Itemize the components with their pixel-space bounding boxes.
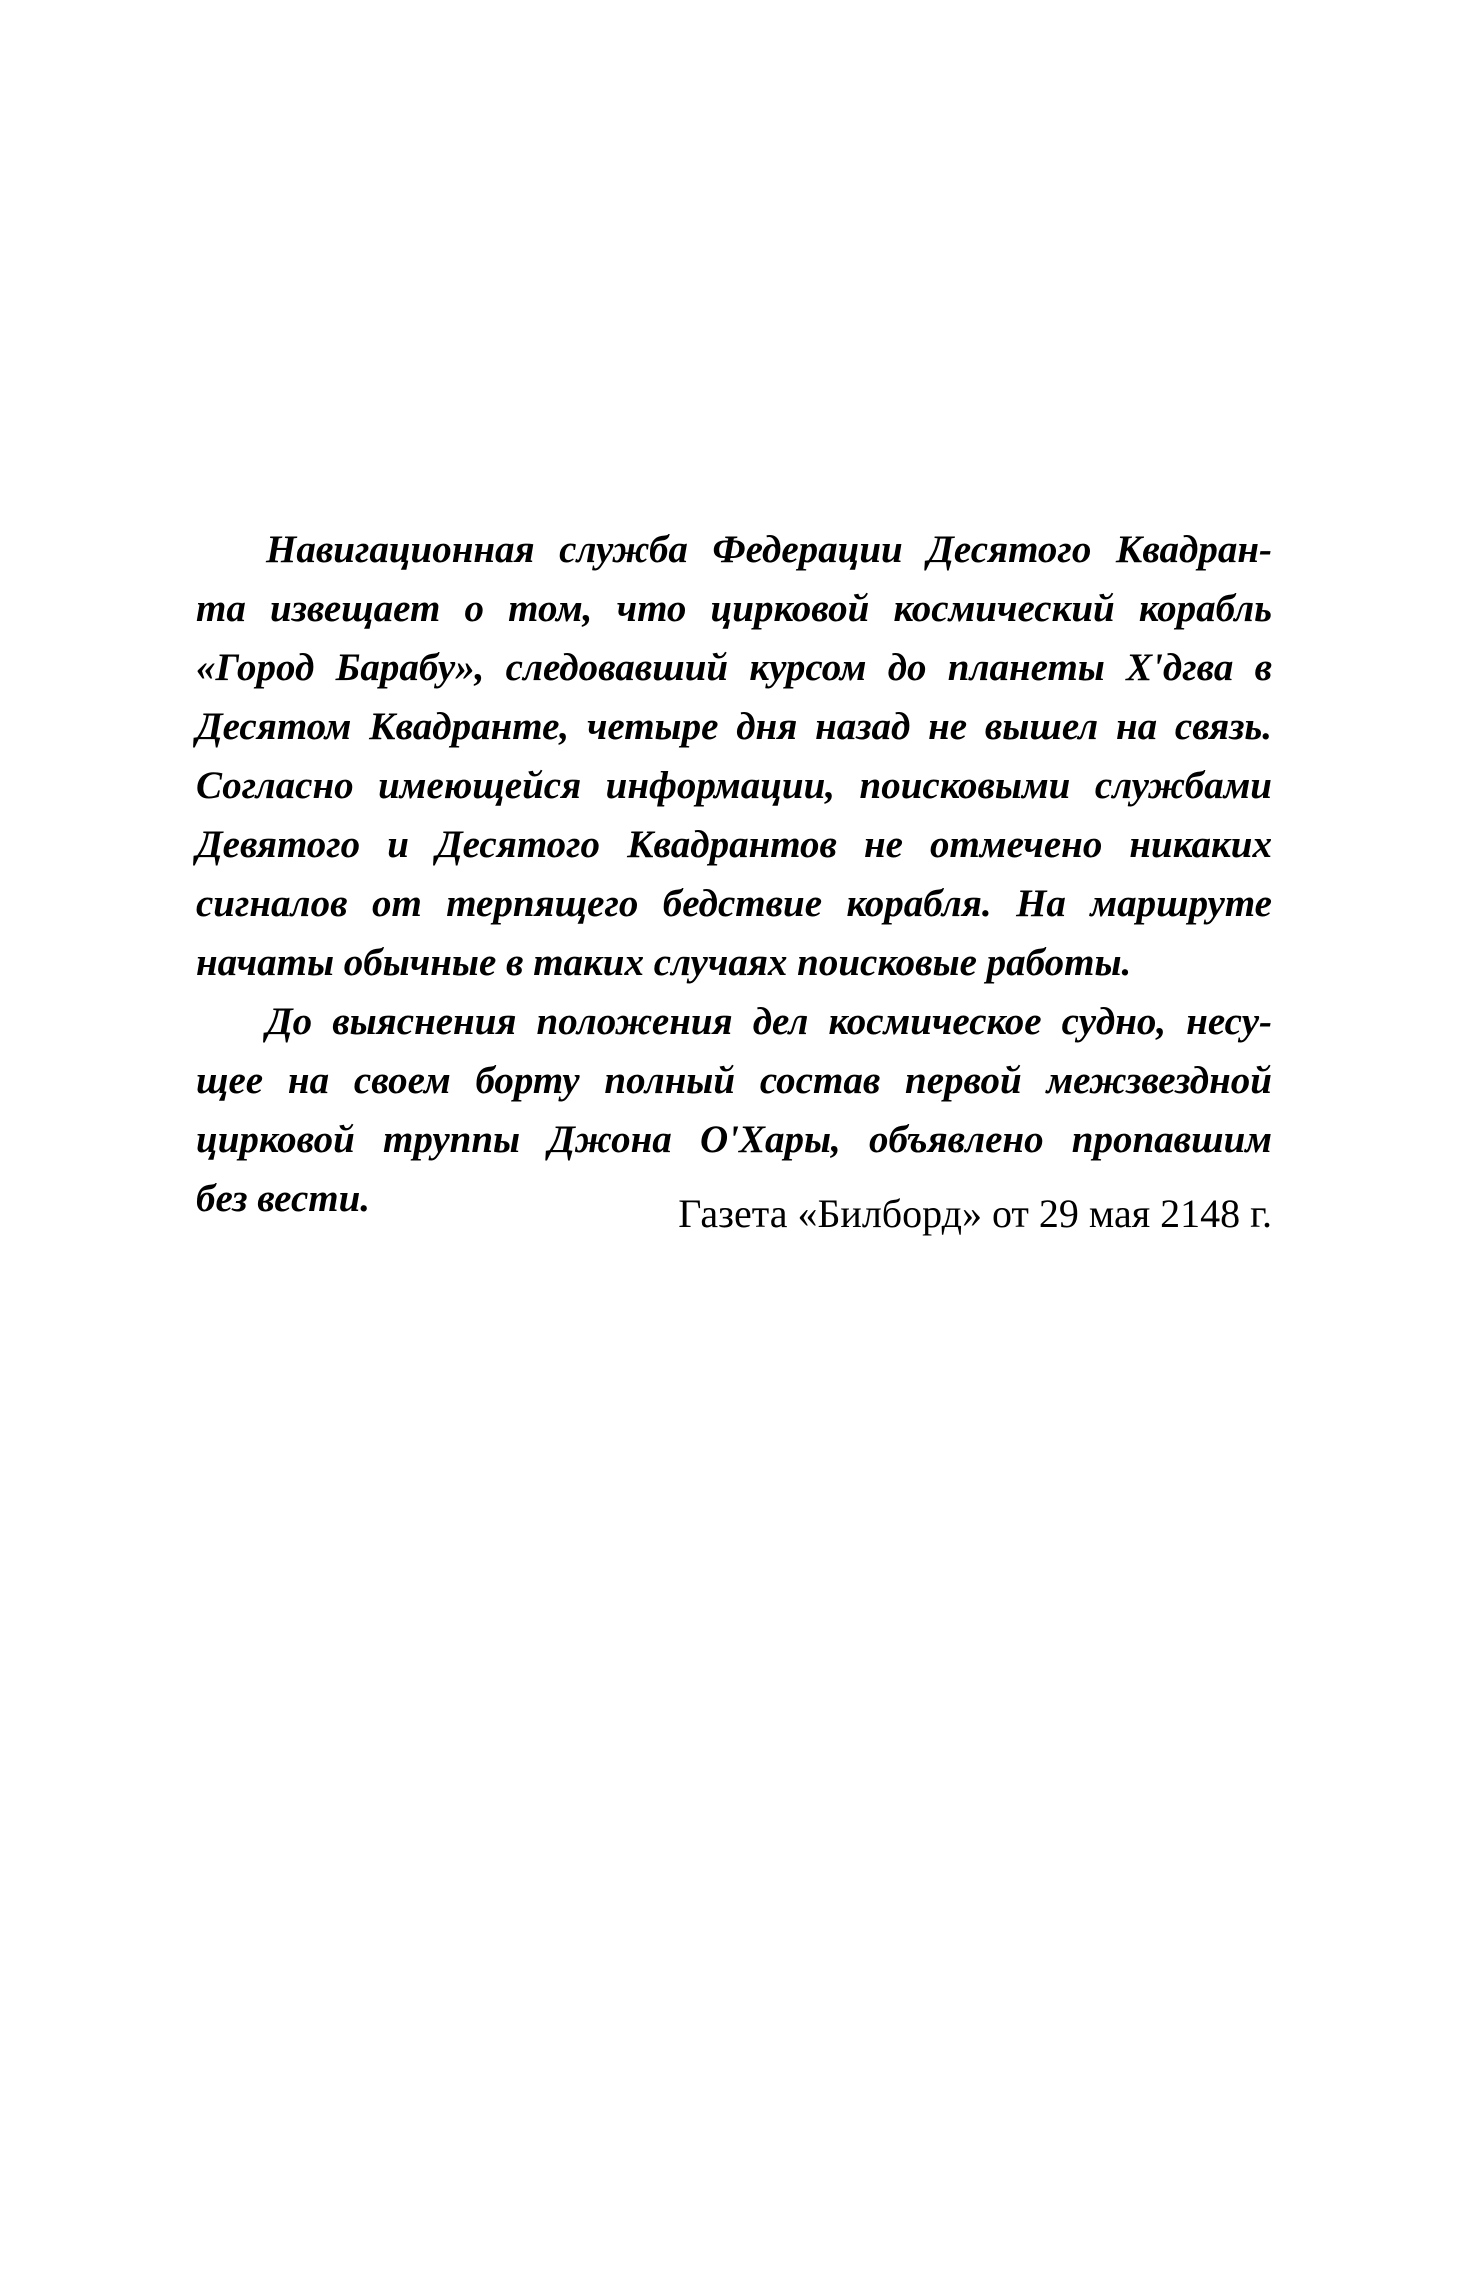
text-line: Девятого и Десятого Квадрантов не отмечено никаких — [196, 823, 1272, 866]
text-line: сигналов от терпящего бедствие корабля. На маршруте — [196, 882, 1272, 925]
text-line: Навигационная служба Федерации Десятого Квадран- — [266, 528, 1272, 571]
paragraph-1 — [196, 520, 1272, 992]
text-line: Согласно имеющейся информации, поисковыми службами — [196, 764, 1272, 807]
source-attribution: Газета «Билборд» от 29 мая 2148 г. — [678, 1191, 1272, 1236]
text-line: та извещает о том, что цирковой космический корабль — [196, 587, 1272, 630]
text-line: без вести. — [196, 1177, 371, 1220]
text-line: щее на своем борту полный состав первой межзвездной — [196, 1059, 1272, 1102]
text-line: До выяснения положения дел космическое судно, несу- — [266, 1000, 1272, 1043]
text-line: «Город Барабу», следовавший курсом до планеты Х'дгва в — [196, 646, 1272, 689]
announcement-text — [196, 520, 1272, 1228]
text-line: Десятом Квадранте, четыре дня назад не вышел на связь. — [196, 705, 1272, 748]
text-line: начаты обычные в таких случаях поисковые работы. — [196, 941, 1132, 984]
text-line: цирковой труппы Джона О'Хары, объявлено пропавшим — [196, 1118, 1272, 1161]
